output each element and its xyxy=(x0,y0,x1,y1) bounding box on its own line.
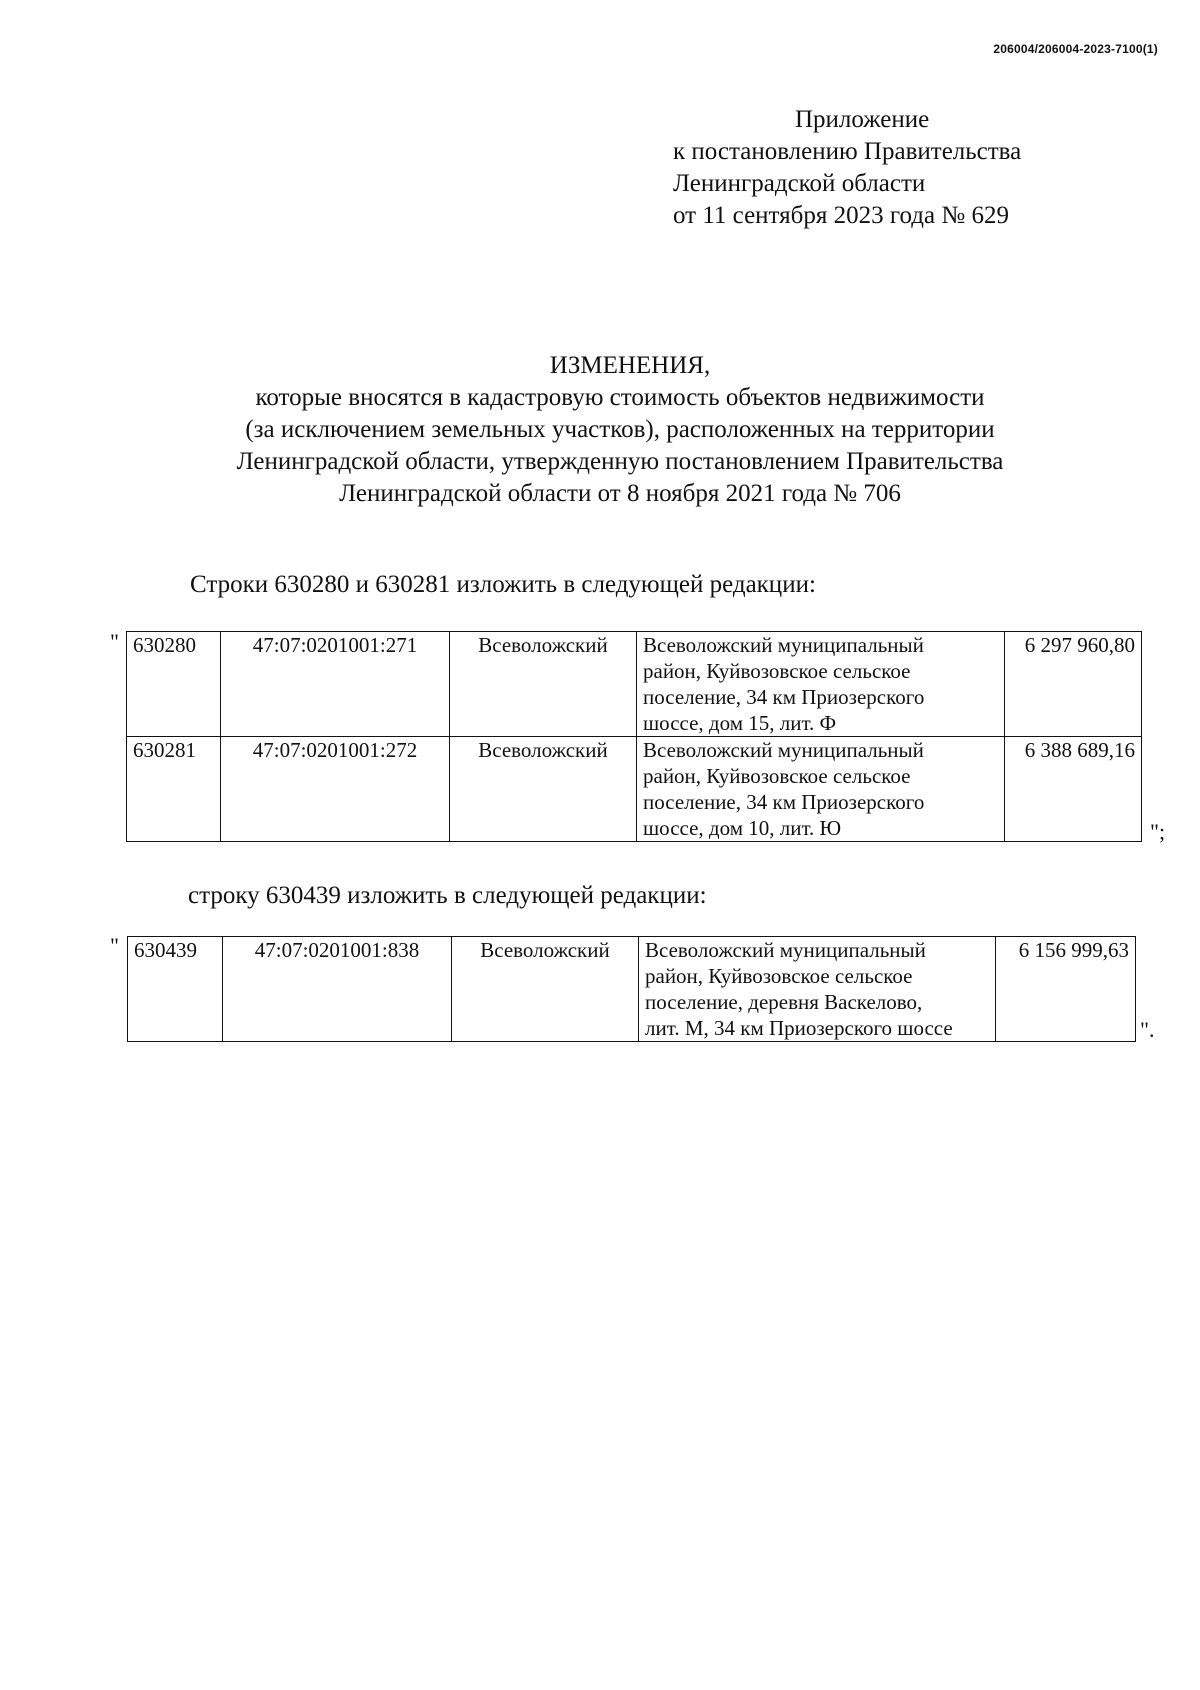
appendix-line: Ленинградской области xyxy=(673,170,926,197)
row-number: 630280 xyxy=(127,632,221,737)
address-line: поселение, 34 км Приозерского xyxy=(643,790,925,814)
cadastral-number: 47:07:0201001:838 xyxy=(223,937,452,1042)
document-heading xyxy=(0,350,1200,510)
address-line: лит. М, 34 км Приозерского шоссе xyxy=(645,1016,953,1040)
heading-line: (за исключением земельных участков), расположенных на территории xyxy=(245,416,995,443)
appendix-line: от 11 сентября 2023 года № 629 xyxy=(673,202,1009,229)
section1-open-quote: " xyxy=(110,629,119,654)
table-row xyxy=(128,937,1136,1042)
address-line: Всеволожский муниципальный xyxy=(645,938,926,962)
document-id: 206004/206004-2023-7100(1) xyxy=(993,42,1158,56)
cadastral-number: 47:07:0201001:272 xyxy=(221,737,450,842)
heading-title: ИЗМЕНЕНИЯ, xyxy=(549,352,711,379)
cadastral-value: 6 388 689,16 xyxy=(1005,737,1142,842)
section2-instruction: строку 630439 изложить в следующей редакции: xyxy=(188,882,707,909)
address-line: Всеволожский муниципальный xyxy=(643,738,924,762)
appendix-line: Приложение xyxy=(795,106,930,133)
section1-close-quote: "; xyxy=(1150,819,1166,844)
heading-line: Ленинградской области, утвержденную постановлением Правительства xyxy=(236,448,1004,475)
section1-instruction: Строки 630280 и 630281 изложить в следующей редакции: xyxy=(190,571,816,598)
address-line: поселение, деревня Васкелово, xyxy=(645,990,923,1014)
heading-line: Ленинградской области от 8 ноября 2021 года № 706 xyxy=(339,480,901,507)
address-line: шоссе, дом 15, лит. Ф xyxy=(643,711,837,735)
table-row xyxy=(127,632,1142,737)
section2-close-quote: ". xyxy=(1140,1017,1155,1042)
cadastral-value: 6 156 999,63 xyxy=(996,937,1136,1042)
address-line: поселение, 34 км Приозерского xyxy=(643,685,925,709)
address-line: район, Куйвозовское сельское xyxy=(643,659,911,683)
district: Всеволожский xyxy=(450,737,637,842)
section2-open-quote: " xyxy=(110,933,119,958)
section1-table xyxy=(126,631,1142,842)
district: Всеволожский xyxy=(450,632,637,737)
row-number: 630439 xyxy=(128,937,223,1042)
heading-line: которые вносятся в кадастровую стоимость объектов недвижимости xyxy=(255,384,985,411)
appendix-line: к постановлению Правительства xyxy=(673,138,1022,165)
cadastral-number: 47:07:0201001:271 xyxy=(221,632,450,737)
table-row xyxy=(127,737,1142,842)
cadastral-value: 6 297 960,80 xyxy=(1005,632,1142,737)
district: Всеволожский xyxy=(452,937,639,1042)
appendix-block xyxy=(673,104,1021,232)
address-line: шоссе, дом 10, лит. Ю xyxy=(643,816,842,840)
row-number: 630281 xyxy=(127,737,221,842)
address xyxy=(637,737,1005,842)
address-line: район, Куйвозовское сельское xyxy=(643,764,911,788)
address xyxy=(639,937,996,1042)
address-line: Всеволожский муниципальный xyxy=(643,633,924,657)
section2-table xyxy=(127,936,1136,1042)
address-line: район, Куйвозовское сельское xyxy=(645,964,913,988)
address xyxy=(637,632,1005,737)
